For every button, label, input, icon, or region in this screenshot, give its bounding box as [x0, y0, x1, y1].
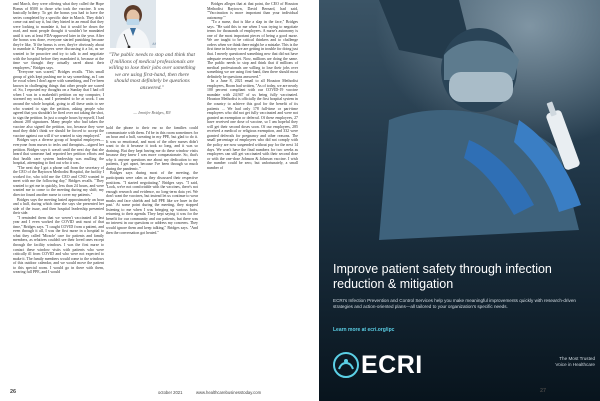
article-paragraph: "Everyone was scared," Bridges recalls. "This small group of girls kept pushing me to say something, as I can be vocal when I don't agree with something, and I've been known in challenging things that other people are scared of. So, I reposted my thoughts on a Sunday that I had off when I was in a makeshift petition on my computer, I stormed my socks, and I pretended to be at work. I ran around the whole hospital, going to all these units to see who wanted to sign the petition, asking people who agreed that you shouldn't be fired over not taking the shot, to sign the petition. In just a couple hours by myself, I had almost 200 signatures. Many people who had taken the vaccine also signed the petition, too, because they were mad they didn't think we should be forced to accept the vaccine against our will if we wanted to stay employed.": [13, 70, 104, 138]
pull-quote-attribution: — Jennifer Bridges, RN: [133, 111, 171, 115]
nurse-portrait-photo: [110, 0, 156, 48]
ecri-logo-text: ECRI: [361, 351, 423, 379]
pull-quote: "The public needs to stop and think that if millions of medical professionals are willing to lose their jobs over something we are using first-hand, then there should most definitely be questions answered.": [108, 52, 196, 91]
ad-body-text: ECRI's Infection Prevention and Control Services help you make meaningful improvements quickly with research-driven strategies and action-oriented plans—all tailored to your organization's specific needs.: [333, 298, 576, 309]
article-paragraph: and March, they were offering what they called the Hope Bonus of $500 to those who took the vaccine. It was basically bribery. To get the bonus you had to have the series completed by a specific date in March. They didn't come out and say it, but they hinted in an email that they were looking to mandate it, but it would be down the road, and most people thought it wouldn't be mandated until it was at least FDA-approved later in the year. After the bonus was done, everyone started panicking because they're like, 'If the bonus is over, they're obviously about to mandate it.' Employees were discussing it a lot, as we wanted to be proactive and try to talk to and negotiate with the hospital before they mandated it, because at the time we thought they actually cared about their employees," Bridges says.: [13, 2, 104, 70]
website-url: www.healthcarebusinesstoday.com: [196, 390, 262, 395]
article-paragraph: In a June 8, 2021 email to all Houston Methodist employees, Boom had written, "As of today, we are nearly 100 percent compliant with our COVID-19 vaccine mandate with 24,947 of us being fully vaccinated. Houston Methodist is officially the first hospital system in the country to achieve this goal for the benefit of its patients ... We had only 178 full-time or part-time employees who did not get fully vaccinated and were not granted an exemption or deferral. Of these employees, 27 have received one dose of vaccine, so I am hopeful they will get their second doses soon. Of our employees, 285 received a medical or religious exemption, and 332 were granted deferrals for pregnancy and other reasons. The small percentage of employees who did not comply with the policy are now suspended without pay for the next 14 days. We won't have the final numbers for two weeks as employees can still get vaccinated with their second dose or with the one-dose Johnson & Johnson vaccine. I wish the number could be zero, but unfortunately, a small number of: [207, 79, 299, 170]
article-paragraph: Bridges says a diverse group of hospital employees—everyone from nurses to techs and therapists—signed her petition. Bridges says it wasn't until the next day that she heard that someone had reported her petition efforts and that health care system leadership was mulling the hospital, attempting to find out who it was.: [13, 138, 104, 166]
right-page-number: 27: [540, 388, 547, 394]
article-paragraph: "To a nurse, that is like a slap in the face," Bridges says. "He said this to me when I was trying to negotiate terms for thousands of employees. A nurse's autonomy is one of the most important pieces of being a good nurse. We are taught to be critical thinkers and to challenge orders when we think there might be a mistake. This is the first time in history we are getting in trouble for doing just that. I merely questioned something new that did not have adequate research yet. Now, millions are doing the same. The public needs to stop and think that if millions of medical professionals are willing to lose their jobs over something we are using first-hand, then there should most definitely be questions answered.": [207, 20, 298, 79]
article-paragraph: Bridges alleges that at that point, the CEO of Houston Methodist Baytown, David Bernard, had said, "'Vaccination is more important than your individual autonomy.'": [207, 2, 298, 20]
ad-learn-more-link[interactable]: Learn more at ecri.org/ipc: [333, 327, 395, 333]
article-paragraph: Bridges says during most of the meeting, the participants were calm as they discussed their respective positions. "I started negotiating," Bridges says. "I said, 'Look, we're not comfortable with the vaccines, there's not enough research and evidence, no long-term data yet. We don't want the vaccines, but instead let us continue to wear masks and face shields and full PPE like we have in the past.' At some point during the meeting, they stopped listening to me when I was bringing up various facts, returning to their agenda. They kept saying it was for the benefit for our community and our patients, but there was no interest in our questions or address my concerns. They would ignore them and keep talking," Bridges says. "And then the conversation got heated.": [106, 171, 198, 235]
left-page-footer: [10, 388, 300, 398]
ad-headline: Improve patient safety through infection reduction & mitigation: [333, 262, 552, 291]
article-paragraph: Bridges says the meeting lasted approximately an hour and a half, during which time she says she presented her side of the issue, and then hospital leadership presented their side.: [13, 197, 104, 216]
quote-mark-icon: “: [151, 42, 157, 53]
ad-background-photo: [319, 0, 600, 401]
ecri-tagline-line: The Most Trusted: [559, 356, 595, 361]
issue-date: october 2021: [158, 390, 183, 395]
article-column-1: [13, 2, 104, 275]
ecri-advertisement: [319, 0, 600, 401]
article-column-2: [106, 126, 198, 235]
article-column-3: [207, 2, 298, 170]
article-paragraph: hold the phone to their ear so the families could communicate with them. I'd be in this room sometimes for an hour and a half, sweating in my PPE, but glad to do it. It was so emotional, and most of the other nurses didn't want to do it because it took so long, and it was so draining. But they kept having me do these window visits because they knew I was more compassionate. So, that's why it anyone questions me about my dedication to my patients, I get upset, because I've been through so much during the pandemic.": [106, 126, 198, 171]
ecri-logo-icon: [333, 352, 359, 378]
ecri-tagline-line: Voice in Healthcare: [555, 361, 595, 367]
ecri-tagline: [525, 356, 595, 368]
article-paragraph: "The next day I got a phone call from the secretary of the CEO of the Baytown Methodist Hospital, the facility I worked for, who told me the CEO and CNO wanted to meet with me the following day," Bridges recalls. "They wanted to get me in quickly, less than 24 hours, and were wanted me to come to the meeting during my shift; my director found another nurse to cover my patients.": [13, 165, 104, 197]
page-number: 26: [10, 389, 17, 395]
article-paragraph: "I reminded them that we weren't vaccinated all last year and I even worked the COVID unit most of that time," Bridges says. "I caught COVID from a patient, and even through it all, I was the first nurse in a hospital to what they called 'Miracle' care for patients and family members, as relatives couldn't see their loved ones except through the facility windows. I was the first nurse to contact these window visits with patients who were critically ill from COVID and who were not expected to make it. The family members would come to the windows of this outdoor calendar, and we would move the patient to this special room. I would go in there with them, wearing full PPE, and I would: [13, 215, 104, 275]
